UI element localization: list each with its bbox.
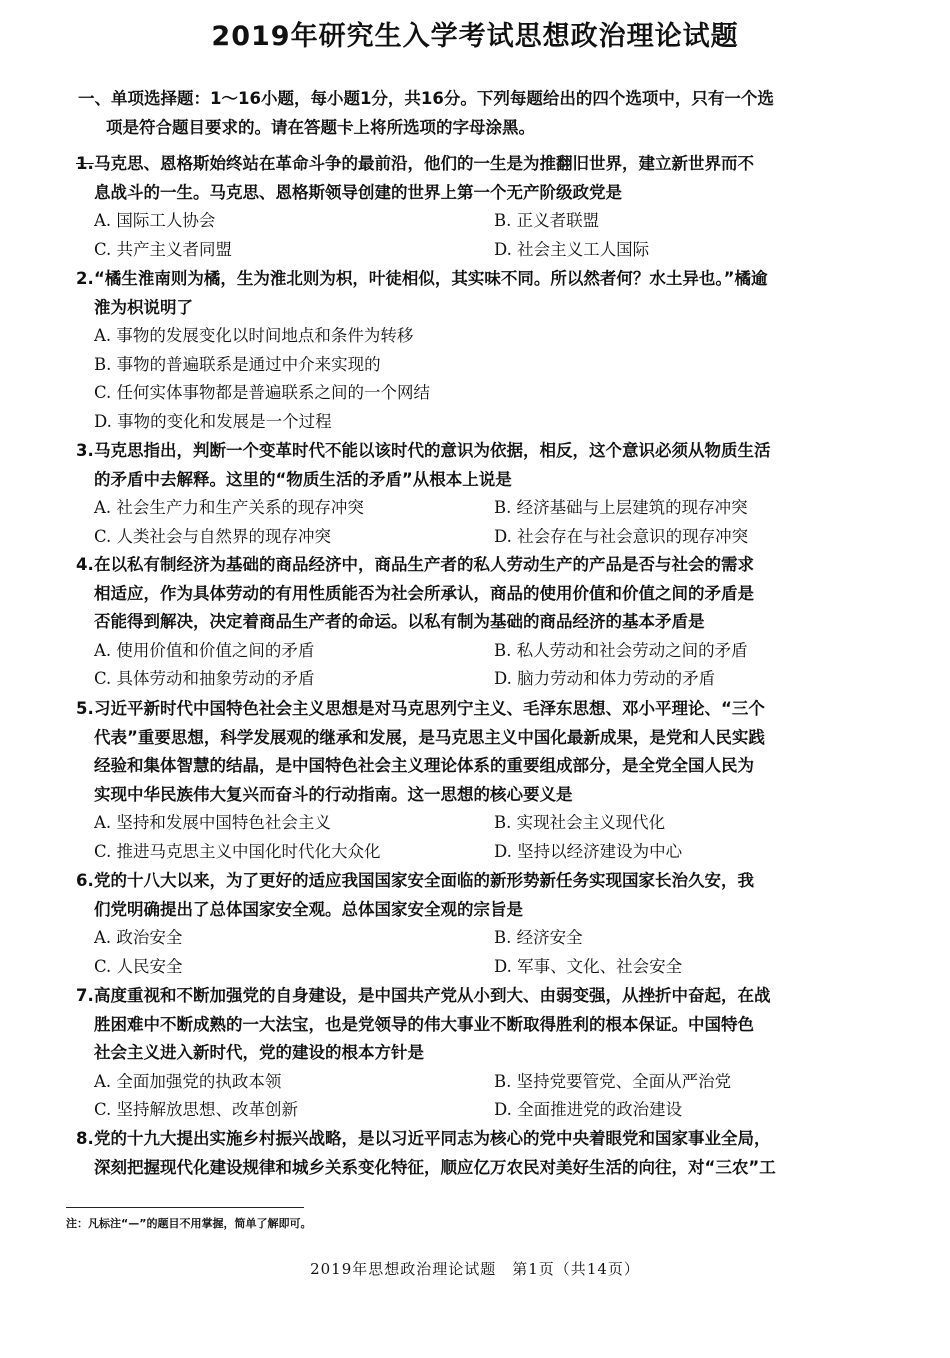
question-stem: 2.“橘生淮南则为橘，生为淮北则为枳，叶徒相似，其实味不同。所以然者何？水土异也。”橘逾 淮为枳说明了 [76,265,866,322]
option-b: B. 经济基础与上层建筑的现存冲突 [494,498,748,518]
question-3 [76,437,866,551]
question-stem: 6.党的十八大以来，为了更好的适应我国国家安全面临的新形势新任务实现国家长治久安，我 们党明确提出了总体国家安全观。总体国家安全观的宗旨是 [76,867,866,924]
footnote: 注：凡标注“—”的题目不用掌握，简单了解即可。 [66,1217,312,1230]
option-b: B. 经济安全 [494,928,583,948]
option-c: C. 任何实体事物都是普遍联系之间的一个网结 [94,383,431,403]
question-2 [76,265,866,437]
option-a: A. 事物的发展变化以时间地点和条件为转移 [94,326,414,346]
option-c: C. 具体劳动和抽象劳动的矛盾 [94,669,315,689]
option-d: D. 社会主义工人国际 [494,239,650,259]
option-a: A. 坚持和发展中国特色社会主义 [94,813,331,833]
option-b: B. 实现社会主义现代化 [494,813,666,833]
question-number: 7. [76,986,94,1005]
option-a: A. 全面加强党的执政本领 [94,1071,282,1091]
question-stem: 8.党的十九大提出实施乡村振兴战略，是以习近平同志为核心的党中央着眼党和国家事业全局， 深刻把握现代化建设规律和城乡关系变化特征，顺应亿万农民对美好生活的向往，对“三农”工 [76,1125,866,1182]
option-a: A. 使用价值和价值之间的矛盾 [94,640,315,660]
question-number: 3. [76,441,94,460]
options [76,924,866,981]
option-b: B. 坚持党要管党、全面从严治党 [494,1071,732,1091]
option-c: C. 坚持解放思想、改革创新 [94,1100,299,1120]
question-number: 5. [76,699,94,718]
options [76,322,866,436]
option-d: D. 社会存在与社会意识的现存冲突 [494,526,749,546]
option-c: C. 人民安全 [94,956,183,976]
option-d: D. 事物的变化和发展是一个过程 [94,411,332,431]
option-c: C. 推进马克思主义中国化时代化大众化 [94,841,381,861]
question-stem: 5.习近平新时代中国特色社会主义思想是对马克思列宁主义、毛泽东思想、邓小平理论、“三个 代表”重要思想，科学发展观的继承和发展，是马克思主义中国化最新成果，是党和人民实践 经验和集体智慧的结晶，是中国特色社会主义理论体系的重要组成部分，是全党全国人民为 实现中华民族伟大复兴而奋斗的行动指南。这一思想的核心要义是 [76,695,866,809]
options [76,494,866,551]
option-d: D. 军事、文化、社会安全 [494,956,683,976]
option-b: B. 事物的普遍联系是通过中介来实现的 [94,354,381,374]
question-4 [76,551,866,694]
question-number: 1. [76,154,94,173]
options [76,207,866,264]
option-a: A. 政治安全 [94,928,183,948]
option-b: B. 正义者联盟 [494,211,600,231]
option-d: D. 坚持以经济建设为中心 [494,841,683,861]
page-footer: 2019年思想政治理论试题 第1页（共14页） [310,1260,640,1278]
section-line-2: 项是符合题目要求的。请在答题卡上将所选项的字母涂黑。 [106,118,535,137]
option-b: B. 私人劳动和社会劳动之间的矛盾 [494,640,748,660]
footnote-divider [66,1207,304,1208]
question-number: 6. [76,871,94,890]
question-stem: 4.在以私有制经济为基础的商品经济中，商品生产者的私人劳动生产的产品是否与社会的需求 相适应，作为具体劳动的有用性质能否为社会所承认，商品的使用价值和价值之间的矛盾是 否能得到解决，决定着商品生产者的命运。以私有制为基础的商品经济的基本矛盾是 [76,551,866,637]
page-title: 2019年研究生入学考试思想政治理论试题 [211,21,739,52]
question-5 [76,695,866,867]
option-a: A. 社会生产力和生产关系的现存冲突 [94,498,364,518]
option-c: C. 共产主义者同盟 [94,239,233,259]
question-number: 4. [76,555,94,574]
options [76,809,866,866]
option-d: D. 全面推进党的政治建设 [494,1100,683,1120]
question-stem: 3.马克思指出，判断一个变革时代不能以该时代的意识为依据，相反，这个意识必须从物质生活 的矛盾中去解释。这里的“物质生活的矛盾”从根本上说是 [76,437,866,494]
section-line-1: 一、单项选择题：1～16小题，每小题1分，共16分。下列每题给出的四个选项中，只有一个选 [78,89,774,108]
option-d: D. 脑力劳动和体力劳动的矛盾 [494,669,716,689]
question-stem: 7.高度重视和不断加强党的自身建设，是中国共产党从小到大、由弱变强，从挫折中奋起，在战 胜困难中不断成熟的一大法宝，也是党领导的伟大事业不断取得胜利的根本保证。中国特色 社会主义进入新时代，党的建设的根本方针是 [76,982,866,1068]
options [76,1068,866,1125]
option-c: C. 人类社会与自然界的现存冲突 [94,526,332,546]
question-1 [76,150,866,264]
section-instructions [78,84,868,142]
question-6 [76,867,866,981]
options [76,637,866,694]
question-number: 8. [76,1129,94,1148]
question-number: 2. [76,269,94,288]
question-stem: 1.马克思、恩格斯始终站在革命斗争的最前沿，他们的一生是为推翻旧世界，建立新世界而不 息战斗的一生。马克思、恩格斯领导创建的世界上第一个无产阶级政党是 [76,150,866,207]
question-7 [76,982,866,1125]
question-8 [76,1125,866,1182]
option-a: A. 国际工人协会 [94,211,216,231]
